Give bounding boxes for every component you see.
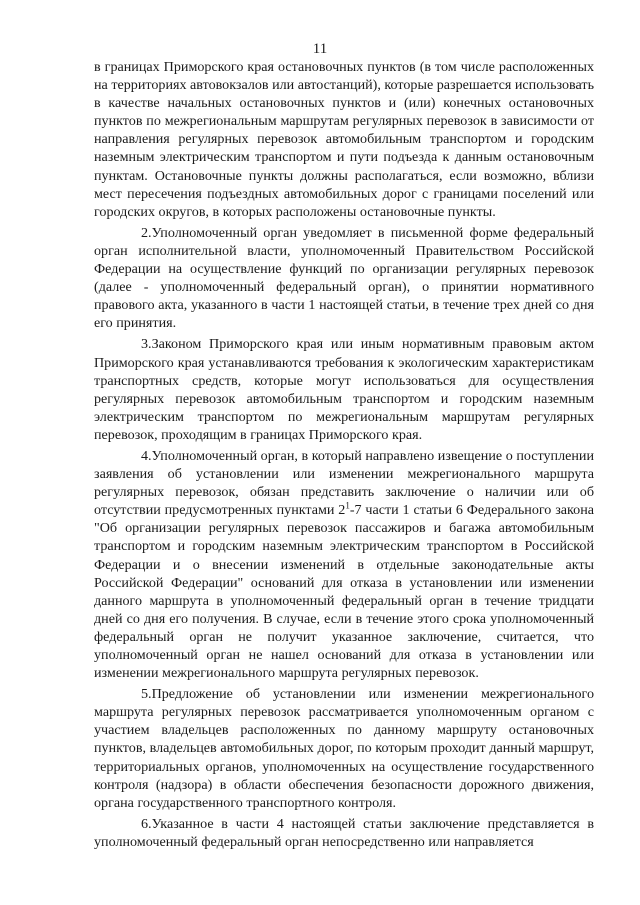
paragraph-4 bbox=[94, 447, 594, 682]
paragraph-6: 6.Указанное в части 4 настоящей статьи заключение представляется в уполномоченный федеральный орган непосредственно или направляется bbox=[94, 815, 594, 850]
paragraph-3: 3.Законом Приморского края или иным нормативным правовым актом Приморского края устанавливаются требования к экологическим характеристикам транспортных средств, которые могут использоваться для осуществления регулярных перевозок автомобильным транспортом и городским наземным электрическим транспортом по межрегиональным маршрутам регулярных перевозок, проходящим в границах Приморского края. bbox=[94, 336, 594, 443]
paragraph-5: 5.Предложение об установлении или изменении межрегионального маршрута регулярных перевозок рассматривается уполномоченным органом с участием владельцев расположенных по данному маршруту остановочных пунктов, владельцев автомобильных дорог, по которым проходит данный маршрут, территориальных органов, уполномоченных на осуществление государственного контроля (надзора) в области обеспечения безопасности дорожного движения, органа государственного транспортного контроля. bbox=[94, 686, 594, 811]
paragraph-4-text-a: 4.Уполномоченный орган, в который направлено извещение о поступлении заявления об установлении или изменении межрегионального маршрута регулярных перевозок, обязан представить заключение о наличии или об отсутствии предусмотренных пунктами 2 bbox=[94, 447, 594, 519]
document-body bbox=[94, 58, 594, 854]
paragraph-continuation: в границах Приморского края остановочных пунктов (в том числе расположенных на территориях автовокзалов или автостанций), которые разрешается использовать в качестве начальных остановочных пунктов и (или) конечных остановочных пунктов по межрегиональным маршрутам регулярных перевозок в зависимости от направления регулярных перевозок автомобильным транспортом и городским наземным электрическим транспортом и пути подъезда к данным остановочным пунктам. Остановочные пункты должны располагаться, если возможно, вблизи мест пересечения подъездных автомобильных дорог с границами поселений или городских округов, в которых расположены остановочные пункты. bbox=[94, 59, 594, 220]
paragraph-4-superscript: 1 bbox=[345, 500, 350, 511]
paragraph-2: 2.Уполномоченный орган уведомляет в письменной форме федеральный орган исполнительной власти, уполномоченный Правительством Российской Федерации на осуществление функций по организации регулярных перевозок (далее - уполномоченный федеральный орган), о принятии нормативного правового акта, указанного в части 1 настоящей статьи, в течение трех дней со дня его принятия. bbox=[94, 224, 594, 332]
paragraph-4-text-b: -7 части 1 статьи 6 Федерального закона "Об организации регулярных перевозок пассажиров и багажа автомобильным транспортом и городским наземным электрическим транспортом в Российской Федерации и о внесении изменений в отдельные законодательные акты Российской Федерации" оснований для отказа в установлении или изменении данного маршрута в уполномоченный федеральный орган в течение тридцати дней со дня его получения. В случае, если в течение этого срока уполномоченный федеральный орган не получит указанное заключение, считается, что уполномоченный орган не нашел оснований для отказа в установлении или изменении межрегионального маршрута регулярных перевозок. bbox=[94, 502, 594, 682]
page-number: 11 bbox=[312, 41, 328, 57]
